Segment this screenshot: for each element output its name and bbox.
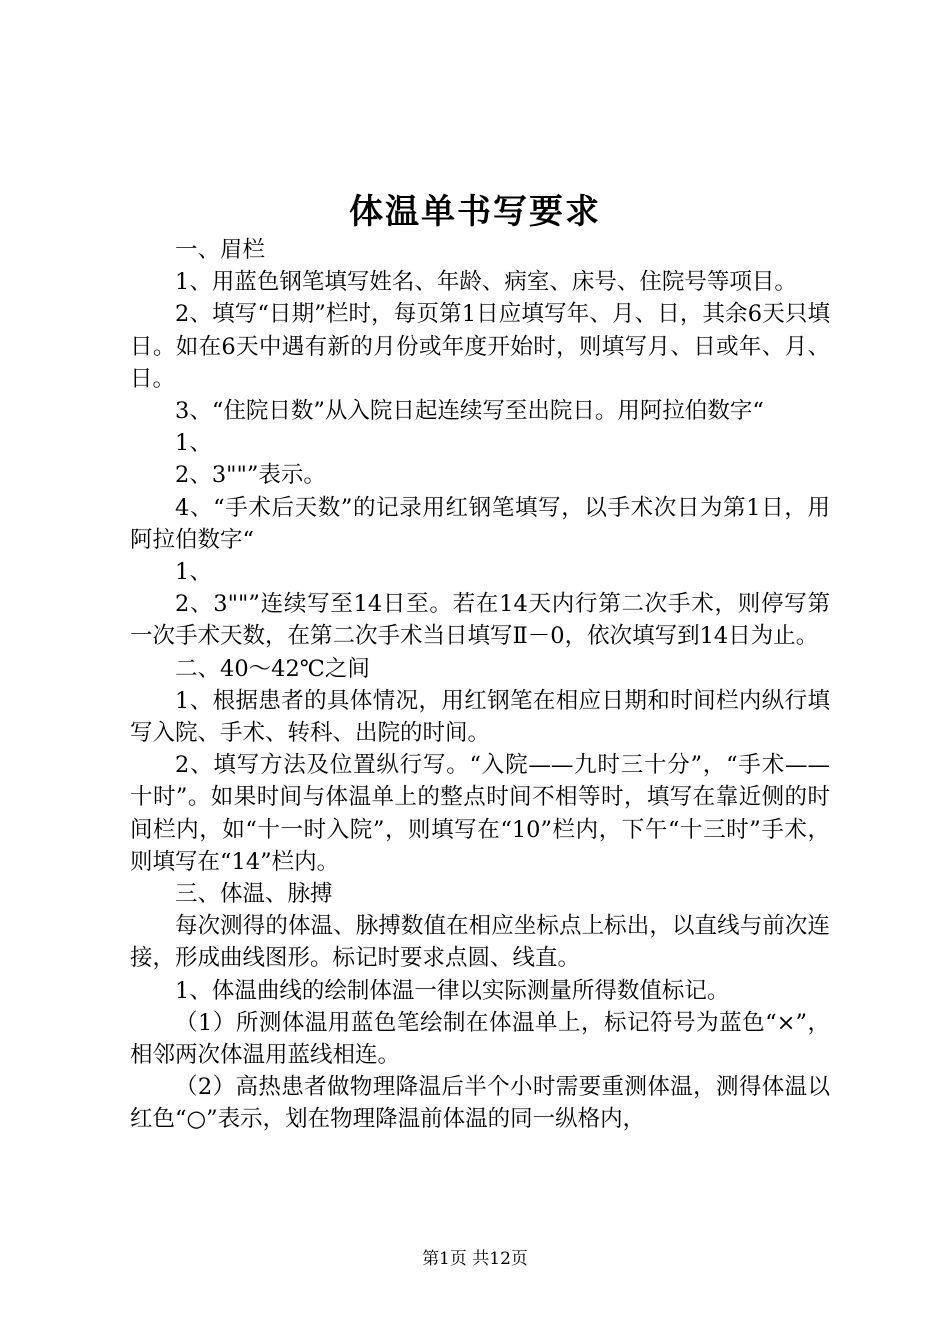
page-number-footer: 第1页 共12页 (422, 1249, 528, 1269)
heading-header-section: 一、眉栏 (175, 237, 266, 263)
paragraph: 2、3""”表示。 (175, 462, 326, 489)
paragraph: 2、填写方法及位置纵行写。“入院——九时三十分”，“手术——十时”。如果时间与体温单上的整点时间不相等时，填写在靠近侧的时间栏内，如“十一时入院”，则填写在“10”栏内，下午“十三时”手术，则填写在“14”栏内。 (130, 752, 830, 875)
paragraph: 2、3""”连续写至14日至。若在14天内行第二次手术，则停写第一次手术天数，在第二次手术当日填写Ⅱ－0，依次填写到14日为止。 (130, 591, 830, 650)
paragraph: 1、 (175, 430, 212, 457)
paragraph: （1）所测体温用蓝色笔绘制在体温单上，标记符号为蓝色“×”，相邻两次体温用蓝线相连。 (130, 1009, 830, 1069)
heading-section-two: 二、40～42℃之间 (175, 655, 370, 682)
paragraph: 每次测得的体温、脉搏数值在相应坐标点上标出，以直线与前次连接，形成曲线图形。标记时要求点圆、线直。 (130, 913, 830, 972)
document-title: 体温单书写要求 (349, 192, 601, 232)
paragraph: 1、 (175, 559, 212, 586)
paragraph: （2）高热患者做物理降温后半个小时需要重测体温，测得体温以红色“○”表示，划在物理降温前体温的同一纵格内， (130, 1074, 830, 1133)
paragraph: 1、用蓝色钢笔填写姓名、年龄、病室、床号、住院号等项目。 (175, 269, 797, 296)
paragraph: 1、体温曲线的绘制体温一律以实际测量所得数值标记。 (175, 977, 730, 1004)
heading-section-three: 三、体温、脉搏 (175, 881, 333, 908)
paragraph: 2、填写“日期”栏时，每页第1日应填写年、月、日，其余6天只填日。如在6天中遇有新的月份或年度开始时，则填写月、日或年、月、日。 (130, 301, 830, 392)
paragraph: 1、根据患者的具体情况，用红钢笔在相应日期和时间栏内纵行填写入院、手术、转科、出院的时间。 (130, 687, 830, 747)
document-body (130, 234, 830, 1136)
paragraph: 3、“住院日数”从入院日起连续写至出院日。用阿拉伯数字“ (175, 398, 764, 425)
paragraph: 4、“手术后天数”的记录用红钢笔填写，以手术次日为第1日，用阿拉伯数字“ (130, 494, 830, 553)
